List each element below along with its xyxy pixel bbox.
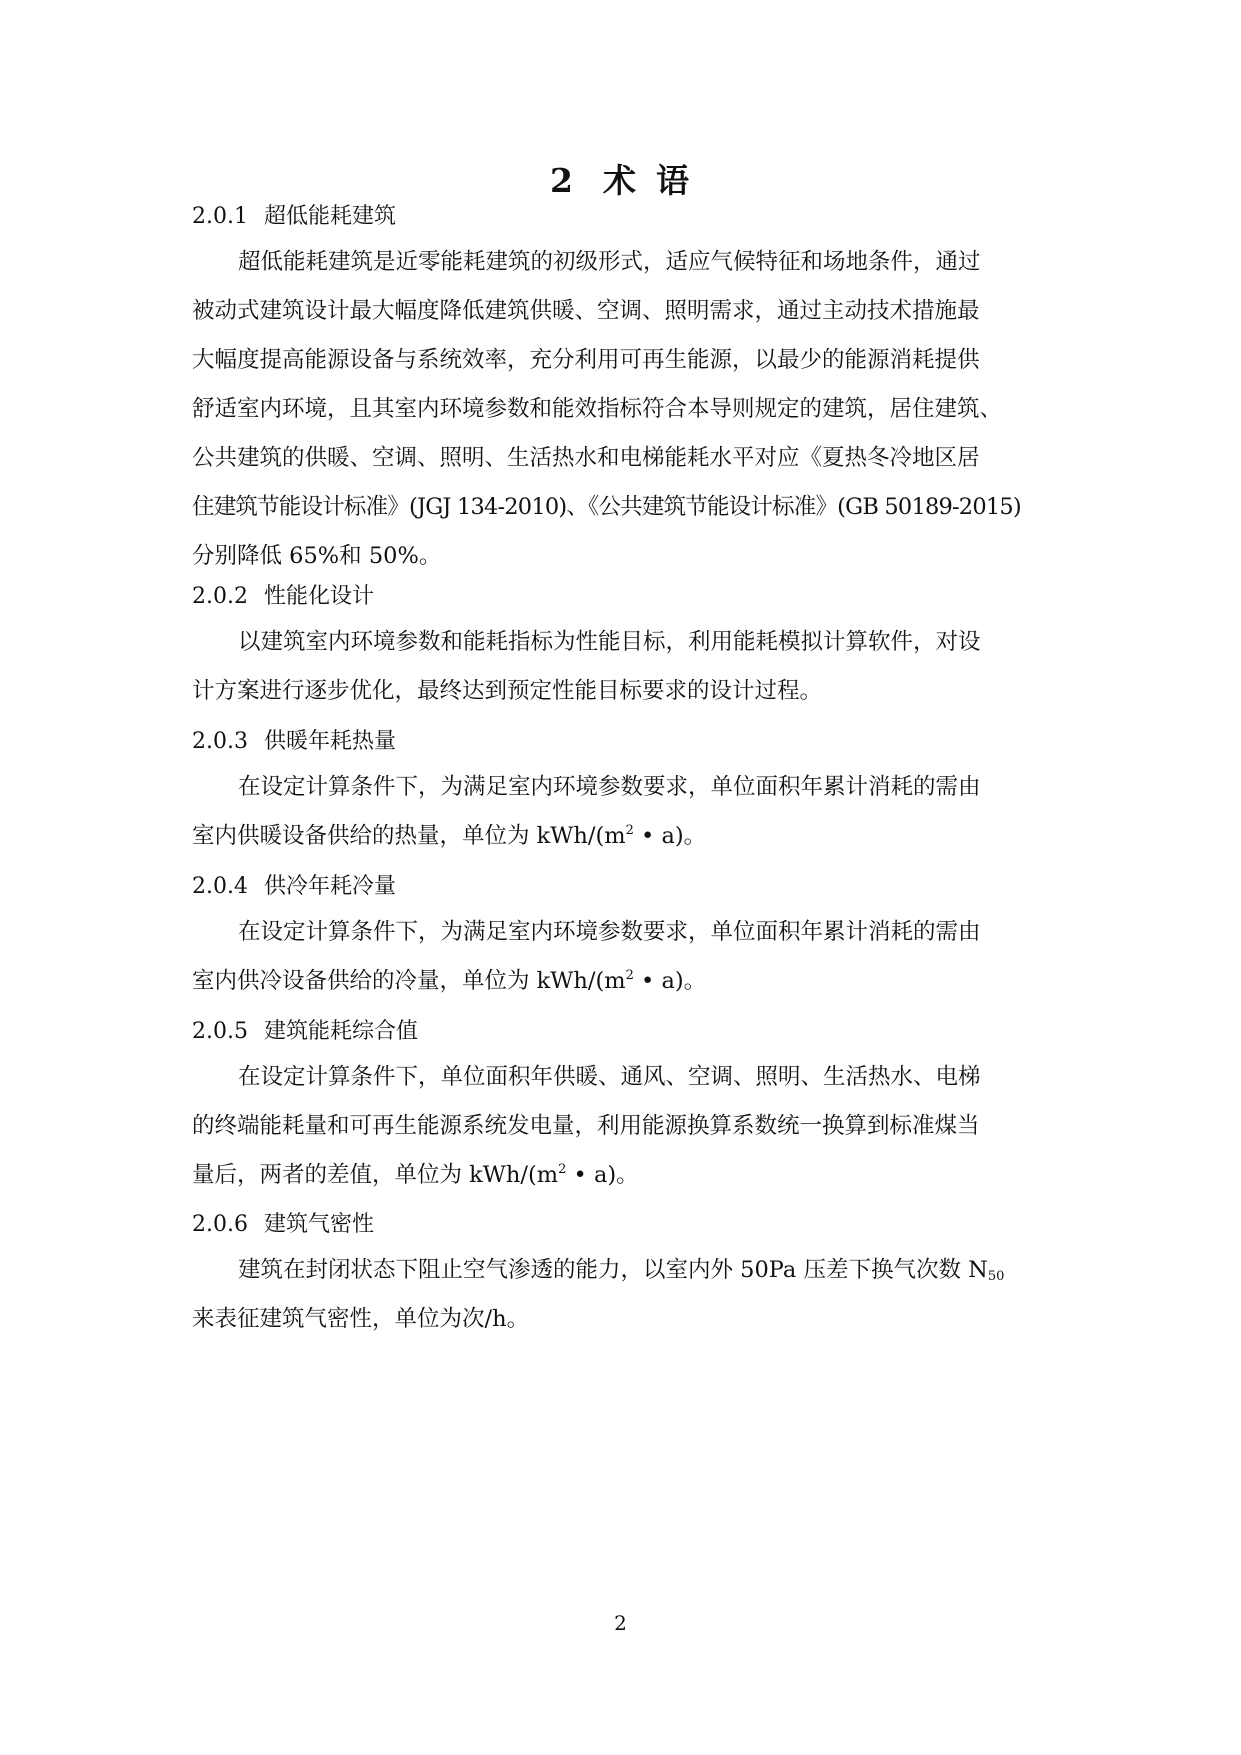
body-line: 的终端能耗量和可再生能源系统发电量，利用能源换算系数统一换算到标准煤当: [192, 1113, 980, 1139]
chapter-title: [0, 158, 1241, 204]
section-title: 性能化设计: [264, 584, 375, 609]
body-line-with-unit: [192, 1151, 1058, 1200]
body-text: 量后，两者的差值，单位为 kWh/(m: [192, 1162, 559, 1188]
body-line-with-unit: [192, 957, 1058, 1006]
body-line: 超低能耗建筑是近零能耗建筑的初级形式，适应气候特征和场地条件，通过: [238, 249, 981, 275]
section-heading-2-0-1: [192, 200, 396, 234]
body-line: 计方案进行逐步优化，最终达到预定性能目标要求的设计过程。: [192, 678, 823, 704]
section-title: 超低能耗建筑: [264, 204, 397, 229]
body-line: 在设定计算条件下，单位面积年供暖、通风、空调、照明、生活热水、电梯: [238, 1064, 981, 1090]
section-number: 2.0.4: [192, 874, 248, 899]
section-heading-2-0-4: [192, 870, 396, 904]
body-line-with-subscript: [192, 1246, 1058, 1295]
section-number: 2.0.2: [192, 584, 248, 609]
n50-subscript: 50: [987, 1269, 1005, 1284]
section-heading-2-0-5: [192, 1015, 418, 1049]
body-line-with-unit: [192, 812, 1058, 861]
body-text: 室内供暖设备供给的热量，单位为 kWh/(m: [192, 823, 626, 849]
body-line: 在设定计算条件下，为满足室内环境参数要求，单位面积年累计消耗的需由: [238, 919, 981, 945]
unit-tail: • a)。: [566, 1162, 639, 1188]
body-line: 来表征建筑气密性，单位为次/h。: [192, 1306, 530, 1332]
unit-superscript: 2: [558, 1162, 567, 1177]
unit-tail: • a)。: [633, 823, 707, 849]
section-body-2-0-4: [192, 908, 1058, 1006]
body-text: 室内供冷设备供给的冷量，单位为 kWh/(m: [192, 968, 626, 994]
body-line: 被动式建筑设计最大幅度降低建筑供暖、空调、照明需求，通过主动技术措施最: [192, 298, 980, 324]
body-line: 公共建筑的供暖、空调、照明、生活热水和电梯能耗水平对应《夏热冬冷地区居: [192, 445, 980, 471]
body-line: 分别降低 65%和 50%。: [192, 543, 442, 569]
section-number: 2.0.6: [192, 1212, 248, 1237]
chapter-number: 2: [550, 161, 575, 200]
section-body-2-0-3: [192, 763, 1058, 861]
chapter-title-char-1: 术: [602, 161, 638, 200]
section-body-2-0-5: [192, 1053, 1058, 1200]
body-line: 住建筑节能设计标准》(JGJ 134-2010)、《公共建筑节能设计标准》(GB 50189-2015): [192, 494, 1021, 520]
section-number: 2.0.5: [192, 1019, 248, 1044]
page-number: 2: [614, 1611, 627, 1635]
section-heading-2-0-2: [192, 580, 374, 614]
section-body-2-0-6: [192, 1246, 1058, 1344]
section-body-2-0-1: [192, 238, 1058, 581]
unit-superscript: 2: [625, 968, 634, 983]
section-title: 建筑能耗综合值: [264, 1019, 419, 1044]
section-body-2-0-2: [192, 618, 1058, 716]
body-line: 舒适室内环境，且其室内环境参数和能效指标符合本导则规定的建筑，居住建筑、: [192, 396, 1003, 422]
body-text: 建筑在封闭状态下阻止空气渗透的能力，以室内外 50Pa 压差下换气次数 N: [238, 1257, 988, 1283]
section-title: 供暖年耗热量: [264, 729, 397, 754]
section-title: 供冷年耗冷量: [264, 874, 397, 899]
body-line: 以建筑室内环境参数和能耗指标为性能目标，利用能耗模拟计算软件，对设: [238, 629, 981, 655]
body-line: 在设定计算条件下，为满足室内环境参数要求，单位面积年累计消耗的需由: [238, 774, 981, 800]
section-number: 2.0.1: [192, 204, 248, 229]
body-line: 大幅度提高能源设备与系统效率，充分利用可再生能源，以最少的能源消耗提供: [192, 347, 980, 373]
unit-superscript: 2: [625, 823, 634, 838]
chapter-title-char-2: 语: [655, 161, 691, 200]
section-number: 2.0.3: [192, 729, 248, 754]
section-heading-2-0-3: [192, 725, 396, 759]
section-heading-2-0-6: [192, 1208, 374, 1242]
unit-tail: • a)。: [633, 968, 707, 994]
section-title: 建筑气密性: [264, 1212, 375, 1237]
